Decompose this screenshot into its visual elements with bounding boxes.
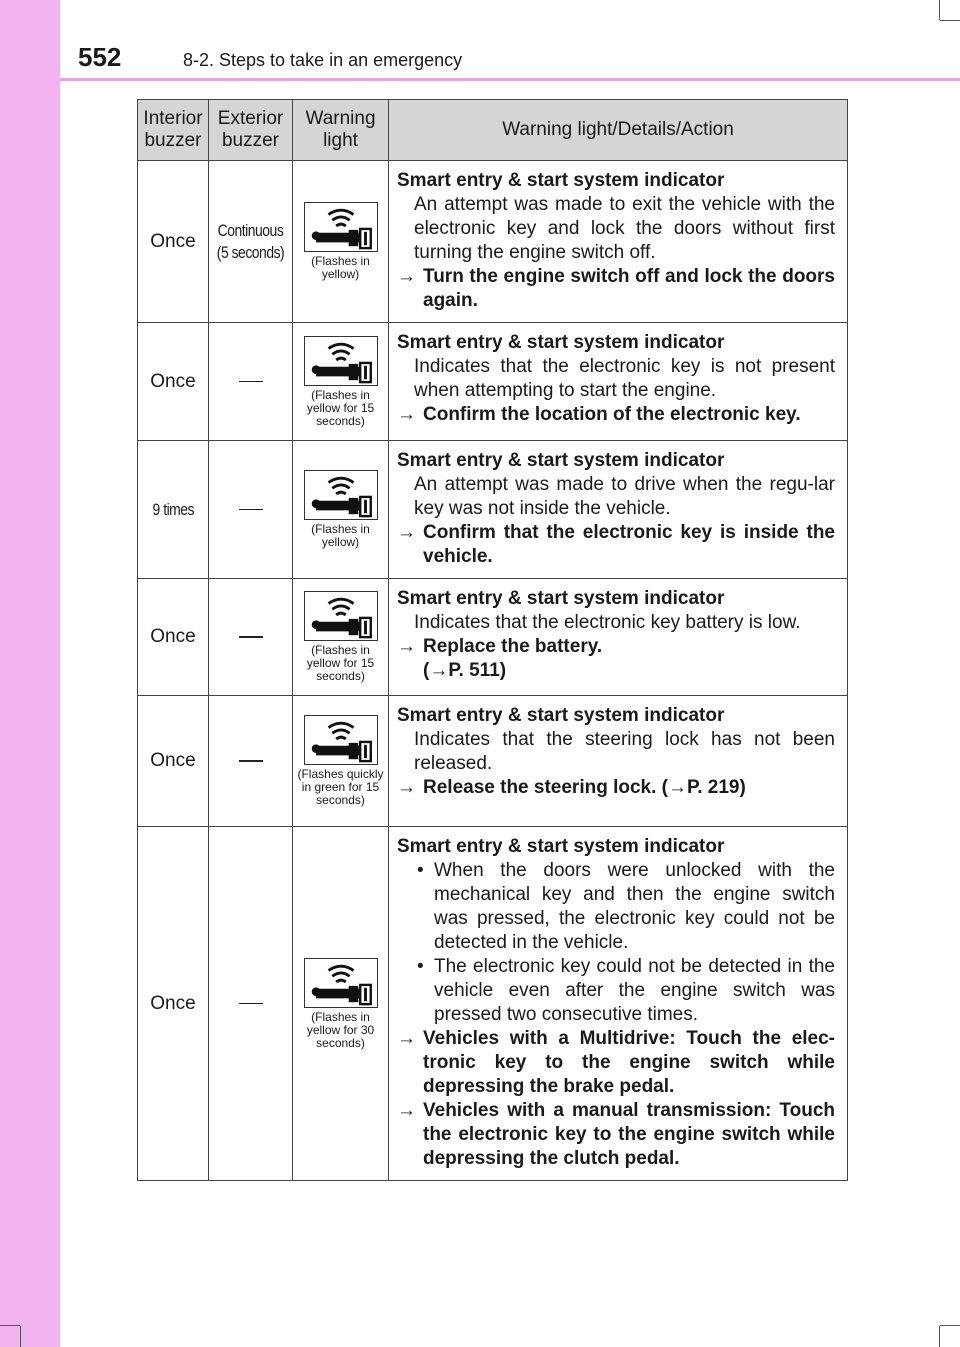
exterior-buzzer-cell [209,161,293,323]
detail-action [397,403,835,427]
dash-mark [239,381,263,383]
warning-light-cell [293,161,389,323]
detail-description: An attempt was made to exit the vehicle with the electronic key and lock the doors without first turning the engine switch off. [414,194,835,263]
details-cell [389,696,848,827]
details-cell [389,579,848,696]
smart-key-indicator-icon [304,202,378,252]
page-reference: (→P. 511) [423,660,507,681]
header-details-action: Warning light/Details/Action [389,100,848,161]
exterior-buzzer-cell [209,827,293,1181]
details-cell [389,827,848,1181]
table-header-row [138,100,848,161]
detail-description: Indicates that the electronic key is not present when attempting to start the engine. [414,356,835,401]
section-title: 8-2. Steps to take in an emergency [183,50,463,70]
left-margin-band [0,0,60,1347]
exterior-buzzer-value: Continuous (5 seconds) [216,220,285,262]
interior-buzzer-cell [138,827,209,1181]
table-row [138,323,848,441]
interior-buzzer-cell [138,696,209,827]
bullet-icon: • [417,956,424,977]
crop-mark [940,1325,960,1326]
interior-buzzer-cell [138,161,209,323]
bullet-text: The electronic key could not be detected in the vehicle even after the engine switch was pressed two consecutive times. [434,956,835,1025]
warning-light-cell [293,579,389,696]
table-row [138,827,848,1181]
arrow-icon: → [397,1028,416,1049]
arrow-icon: → [397,1100,416,1121]
detail-description: An attempt was made to drive when the regu-lar key was not inside the vehicle. [414,474,835,519]
interior-buzzer-value: Once [150,992,196,1014]
warning-light-cell [293,827,389,1181]
smart-key-indicator-icon [304,591,378,641]
light-note: (Flashes in yellow for 30 seconds) [306,1009,375,1050]
exterior-buzzer-cell [209,323,293,441]
detail-bullet [397,955,835,1027]
action-text: Turn the engine switch off and lock the doors again. [423,266,835,311]
table-row [138,579,848,696]
action-text: Replace the battery. [423,636,603,657]
smart-key-indicator-icon [304,958,378,1008]
interior-buzzer-cell [138,579,209,696]
crop-mark [939,0,940,20]
crop-mark [20,1326,21,1347]
warning-light-cell [293,441,389,579]
light-note: (Flashes in yellow for 15 seconds) [306,643,375,683]
exterior-buzzer-cell [209,441,293,579]
action-text: Confirm that the electronic key is inside the vehicle. [423,522,835,567]
dash-mark [239,636,263,638]
arrow-icon: → [397,522,416,543]
arrow-icon: → [397,636,416,657]
bullet-text: When the doors were unlocked with the mechanical key and then the engine switch was pressed, the electronic key could not be detected in the vehicle. [434,860,835,953]
detail-description: Indicates that the steering lock has not been released. [414,729,835,774]
detail-title: Smart entry & start system indicator [397,588,725,609]
details-cell [389,441,848,579]
detail-action [397,776,835,800]
dash-mark [239,1003,263,1005]
arrow-icon: → [397,266,416,287]
interior-buzzer-cell [138,441,209,579]
crop-mark [939,1326,940,1347]
interior-buzzer-cell [138,323,209,441]
action-text: Release the steering lock. (→P. 219) [423,777,746,798]
light-note: (Flashes quickly in green for 15 seconds) [297,767,384,807]
warning-light-cell [293,323,389,441]
dash-mark [239,760,263,762]
interior-buzzer-value: 9 times [152,499,194,519]
interior-buzzer-value: Once [150,750,196,771]
header-rule [60,78,960,81]
details-cell [389,323,848,441]
detail-bullet [397,859,835,955]
detail-action [397,1027,835,1099]
table-row [138,696,848,827]
table-row [138,441,848,579]
smart-key-indicator-icon [304,715,378,765]
table-row [138,161,848,323]
light-note: (Flashes in yellow for 15 seconds) [306,387,375,428]
bullet-icon: • [417,860,424,881]
interior-buzzer-value: Once [150,370,196,392]
header-exterior-buzzer: Exterior buzzer [209,100,293,161]
page-number: 552 [78,42,122,72]
detail-title: Smart entry & start system indicator [397,705,725,726]
detail-action [397,521,835,569]
detail-action [397,265,835,313]
detail-action [397,635,835,659]
arrow-icon: → [397,404,416,425]
detail-title: Smart entry & start system indicator [397,836,725,857]
smart-key-indicator-icon [304,336,378,386]
header-warning-light: Warning light [293,100,389,161]
detail-title: Smart entry & start system indicator [397,170,725,191]
detail-action [397,1099,835,1171]
crop-mark [940,20,960,21]
dash-mark [239,509,263,511]
warning-table [137,99,848,1181]
header-interior-buzzer: Interior buzzer [138,100,209,161]
action-text: Confirm the location of the electronic key. [423,404,801,425]
interior-buzzer-value: Once [150,230,196,252]
smart-key-indicator-icon [304,470,378,520]
exterior-buzzer-cell [209,579,293,696]
interior-buzzer-value: Once [150,626,196,647]
detail-title: Smart entry & start system indicator [397,450,725,471]
warning-light-cell [293,696,389,827]
light-note: (Flashes in yellow) [311,522,370,549]
action-text: Vehicles with a manual transmission: Touch the electronic key to the engine switch while depressing the clutch pedal. [423,1100,835,1169]
details-cell [389,161,848,323]
arrow-icon: → [397,777,416,798]
light-note: (Flashes in yellow) [311,254,370,281]
action-text: Vehicles with a Multidrive: Touch the elec-tronic key to the engine switch while depressing the brake pedal. [423,1028,835,1097]
detail-title: Smart entry & start system indicator [397,332,725,353]
detail-description: Indicates that the electronic key battery is low. [414,612,801,633]
exterior-buzzer-cell [209,696,293,827]
crop-mark [0,1325,20,1326]
